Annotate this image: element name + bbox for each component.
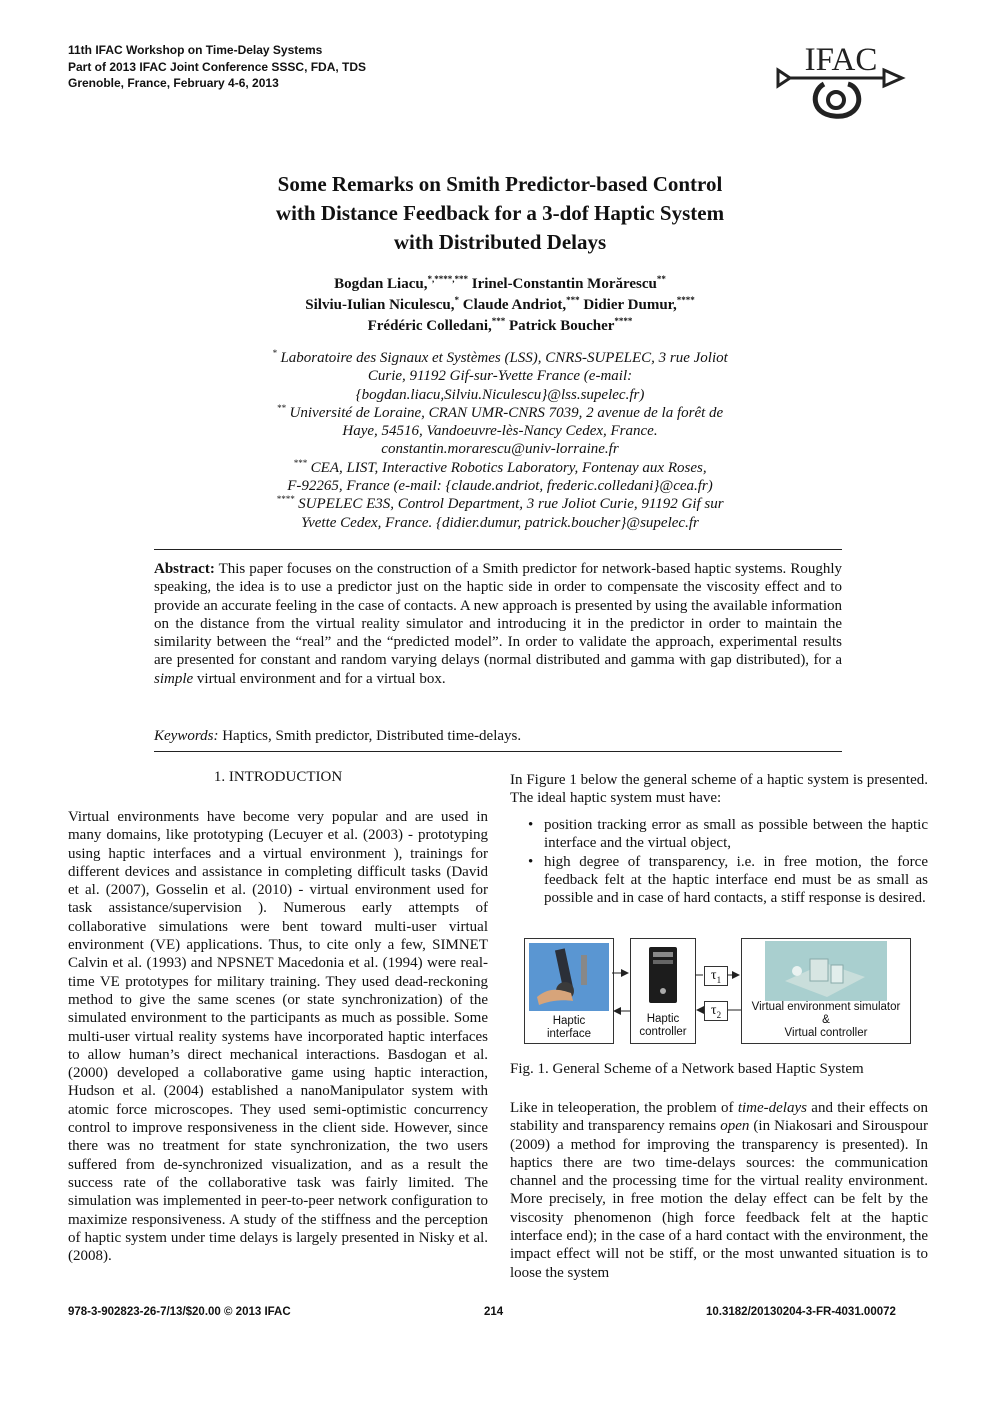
author-name: Claude Andriot, [462,297,567,313]
author-affil-mark: *** [566,295,580,305]
tau1-symbol: τ [710,968,717,983]
author-name: Frédéric Colledani, [367,318,492,334]
logo-text: IFAC [804,42,878,78]
para3-emphasis: time-delays [737,1100,807,1116]
figure-1-caption: Fig. 1. General Scheme of a Network based Haptic System [510,1061,864,1077]
ifac-logo [776,36,906,126]
author-line-1 [150,274,850,295]
author-name: Bogdan Liacu, [334,276,428,292]
tau2-symbol: τ [710,1003,717,1018]
affiliation-line: Yvette Cedex, France. {didier.dumur, patrick.boucher}@supelec.fr [301,514,699,531]
keywords [154,727,842,745]
abstract-emphasis: simple [154,670,194,687]
figure-1-arrows [524,933,912,1045]
footer-isbn: 978-3-902823-26-7/13/$20.00 © 2013 IFAC [68,1306,291,1318]
list-item: • high degree of transparency, i.e. in free motion, the force feedback felt at the haptic interface end must be as small as possible and in case of hard contacts, a stiff response is desired. [526,853,928,908]
author-affil-mark: ** [656,274,666,284]
affiliation-line [150,349,850,367]
abstract-top-rule [154,549,842,550]
affiliation-line [150,404,850,422]
affil-text: CEA, LIST, Interactive Robotics Laboratory, Fontenay aux Roses, [310,459,707,476]
haptic-interface-label: Haptic interface [546,1015,592,1040]
author-name: Silviu-Iulian Niculescu, [305,297,455,313]
footer-doi: 10.3182/20130204-3-FR-4031.00072 [706,1306,896,1318]
affiliations [150,349,850,532]
header-line-3: Grenoble, France, February 4-6, 2013 [68,76,279,90]
tau2-subscript: 2 [716,1009,722,1020]
para3-text: and their effects on stability and transparency remains [510,1100,929,1135]
abstract [154,560,842,688]
haptic-controller-label: Haptic controller [639,1013,687,1038]
author-line-2 [150,295,850,316]
affiliation-line [150,495,850,513]
abstract-text-1: This paper focuses on the construction of a Smith predictor for network-based haptic systems. Roughly speaking, the idea is to use a predictor just on the haptic side in order to compensate the viscosity effect and to provide an accurate feeling in the case of contacts. A new approach is presented by using the available information on the distance from the virtual reality simulator and introducing it in the predictor in order to maintain the similarity between the “real” and the “predicted model”. In order to validate the approach, experimental results are presented for constant and random varying delays (normal distributed and gamma with gap distributed), for a [154,561,842,669]
para3-emphasis: open [720,1118,750,1135]
section-heading-introduction: 1. INTRODUCTION [213,769,343,785]
para3-text: Like in teleoperation, the problem of [510,1100,734,1116]
affiliation-line: {bogdan.liacu,Silviu.Niculescu}@lss.supelec.fr) [355,386,645,403]
affil-mark: * [272,348,277,358]
logo-arrow-head [884,70,902,86]
affil-mark: *** [293,457,307,468]
conference-header [68,42,366,92]
author-name: Didier Dumur, [583,297,677,313]
virtual-environment-label-1: Virtual environment simulator [751,1001,901,1013]
intro-paragraph-2: In Figure 1 below the general scheme of a haptic system is presented. The ideal haptic system must have: [510,772,928,807]
affiliation-line: Haye, 54516, Vandoeuvre-lès-Nancy Cedex, France. [342,423,658,440]
logo-loop [815,84,859,116]
affiliation-line: constantin.morarescu@univ-lorraine.fr [381,441,619,458]
affil-text: SUPELEC E3S, Control Department, 3 rue Joliot Curie, 91192 Gif sur [298,496,724,513]
abstract-text-2: virtual environment and for a virtual box. [196,670,446,687]
virtual-environment-label-3: Virtual controller [784,1027,868,1039]
author-affil-mark: **** [614,316,633,326]
author-line-3 [150,316,850,337]
affiliation-line [150,459,850,477]
logo-loop-inner [828,92,844,108]
title-line-3: with Distributed Delays [393,230,607,254]
author-affil-mark: *** [491,316,506,326]
virtual-environment-label-2: & [822,1014,830,1026]
title-line-2: with Distance Feedback for a 3-dof Haptic System [275,201,725,225]
para3-text: (in Niakosari and Sirouspour (2009) a method for improving the transparency is presented). In haptics there are two time-delays sources: the communication channel and the processing time for the virtual reality environment. More precisely, in free motion the delay effect can be felt by the viscosity phenomenon (high force feedback felt at the haptic interface end); in the case of a hard contact with the environment, the impact effect will not be stiff, or the most unwanted situation is to loose the system [510,1118,928,1281]
affiliation-line: Curie, 91192 Gif-sur-Yvette France (e-mail: [367,368,633,385]
requirements-list [526,816,928,907]
header-line-2: Part of 2013 IFAC Joint Conference SSSC, FDA, TDS [68,59,367,74]
figure-1-diagram [524,933,912,1045]
affiliation-line: F-92265, France (e-mail: {claude.andriot, frederic.colledani}@cea.fr) [287,478,713,495]
author-affil-mark: * [454,295,459,305]
author-list [150,274,850,337]
intro-paragraph-1: Virtual environments have become very popular and are used in many domains, like prototyping (Lecuyer et al. (2003) - prototyping using haptic interfaces and a virtual environment ), trainings for different devices and assistance in completing difficult tasks (David et al. (2007), Gosselin et al. (2010) - virtual environment used for task assistance/supervision ). Numerous early attempts of collaborative simulations were bent toward multi-user virtual environment (VE) applications. Thus, to cite only a few, SIMNET Calvin et al. (1993) and NPSNET Macedonia et al. (1994) were real-time VE prototypes for military training. They used dead-reckoning method to give the same scenes (or state synchronization) of the simulated environment to the participants as much as possible. Some multi-user virtual reality systems have incorporated haptic interfaces to allow human’s direct mechanical interactions. Basdogan et al. (2000) developed a collaborative game using haptic interaction, Hudson et al. (2004) established a nanoManipulator system with atomic force microscopes. They used semi-optimistic concurrency control to improve responsiveness in the client side. However, since there was no treatment for state synchronization, the two users suffered from de-synchronized visualization, and as a result the success rate of the collaborative task was fairly limited. The simulation was implemented in peer-to-peer network configuration to maximize responsiveness. A study of the stiffness and the perception of haptic system under time delays is largely presented in Nisky et al. (2008). [68,809,488,1265]
author-name: Patrick Boucher [508,318,615,334]
logo-arrow-tail [778,70,790,86]
affil-text: Université de Loraine, CRAN UMR-CNRS 7039, 2 avenue de la forêt de [289,404,724,421]
intro-paragraph-3 [510,1099,928,1282]
affil-mark: **** [276,494,295,505]
abstract-bottom-rule [154,751,842,752]
paper-title [150,170,850,257]
keywords-text: Haptics, Smith predictor, Distributed time-delays. [222,728,522,744]
abstract-label: Abstract: [154,561,215,577]
title-line-1: Some Remarks on Smith Predictor-based Control [277,172,723,196]
header-line-1: 11th IFAC Workshop on Time-Delay Systems [68,43,323,57]
affil-text: Laboratoire des Signaux et Systèmes (LSS), CNRS-SUPELEC, 3 rue Joliot [280,350,728,366]
author-affil-mark: *,****,*** [427,274,468,284]
list-item: • position tracking error as small as possible between the haptic interface and the virtual object, [526,816,928,853]
author-affil-mark: **** [676,295,695,305]
tau1-subscript: 1 [716,974,722,985]
author-name: Irinel-Constantin Morărescu [471,276,657,292]
footer-page-number: 214 [484,1306,504,1318]
affil-mark: ** [276,402,286,413]
keywords-label: Keywords: [154,728,219,744]
